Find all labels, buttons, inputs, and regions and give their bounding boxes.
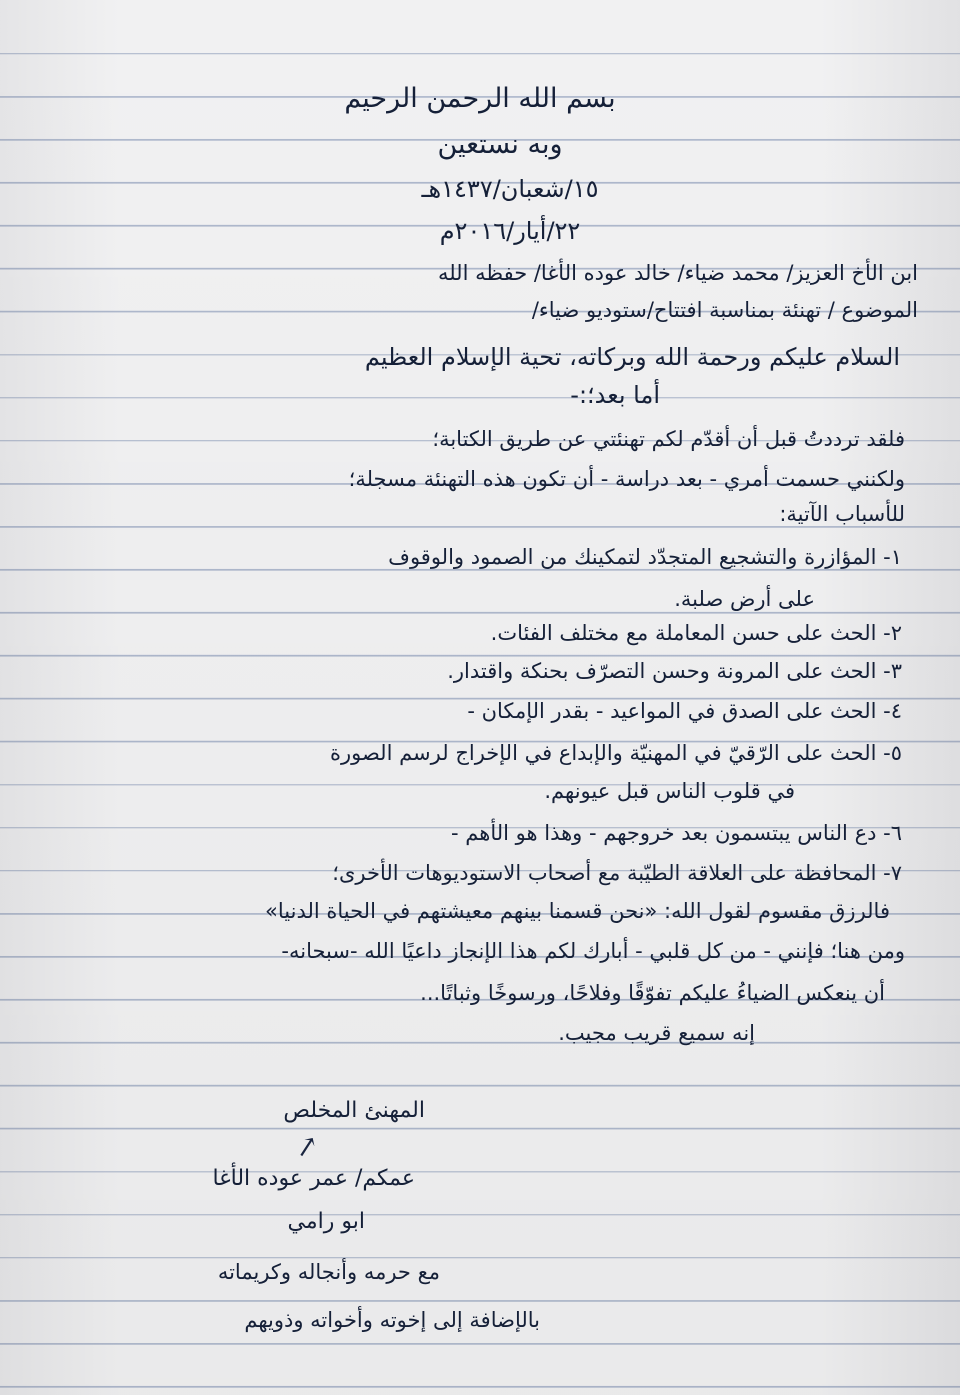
signature-name: عمكم/ عمر عوده الأغا — [212, 1166, 415, 1191]
list-item-6: ٦- دع الناس يبتسمون بعد خروجهم - وهذا هو الأهم - — [451, 821, 902, 845]
invocation: وبه نستعين — [437, 129, 563, 160]
hijri-date: ١٥/شعبان/١٤٣٧هـ — [421, 175, 599, 203]
closing-line-1: ومن هنا؛ فإنني - من كل قلبي - أبارك لكم هذا الإنجاز داعيًا الله -سبحانه- — [281, 939, 905, 963]
signature-label: المهنئ المخلص — [283, 1098, 425, 1123]
closing-line-2: أن ينعكس الضياءُ عليكم تفوّقًا وفلاحًا، ورسوخًا وثباتًا... — [420, 981, 885, 1005]
greeting-line: السلام عليكم ورحمة الله وبركاته، تحية الإسلام العظيم — [364, 343, 900, 371]
signature-scribble-icon: ↗ — [291, 1127, 322, 1166]
amma-baad: أما بعد؛:- — [570, 381, 660, 409]
list-item-1b: على أرض صلبة. — [674, 587, 815, 611]
list-item-1a: ١- المؤازرة والتشجيع المتجدّد لتمكينك من الصمود والوقوف — [388, 545, 902, 569]
list-item-5b: في قلوب الناس قبل عيونهم. — [544, 779, 795, 803]
intro-line-3: للأسباب الآتية: — [779, 502, 905, 526]
family-line-1: مع حرمه وأنجاله وكريماته — [217, 1260, 440, 1284]
list-item-7: ٧- المحافظة على العلاقة الطيّبة مع أصحاب الاستوديوهات الأخرى؛ — [332, 861, 902, 885]
basmala: بسم الله الرحمن الرحيم — [344, 83, 616, 114]
list-item-3: ٣- الحث على المرونة وحسن التصرّف بحنكة واقتدار. — [447, 659, 902, 683]
intro-line-1: فلقد ترددتُ قبل أن أقدّم لكم تهنئتي عن طريق الكتابة؛ — [432, 427, 905, 451]
quote-line: فالرزق مقسوم لقول الله: «نحن قسمنا بينهم معيشتهم في الحياة الدنيا» — [265, 899, 890, 923]
family-line-2: بالإضافة إلى إخوته وأخواته وذويهم — [244, 1308, 540, 1332]
list-item-5a: ٥- الحث على الرّقيّ في المهنيّة والإبداع في الإخراج لرسم الصورة — [329, 741, 902, 765]
closing-line-3: إنه سميع قريب مجيب. — [558, 1021, 755, 1045]
list-item-2: ٢- الحث على حسن المعاملة مع مختلف الفئات. — [490, 621, 902, 645]
signature-kunya: ابو رامي — [287, 1209, 365, 1234]
list-item-4: ٤- الحث على الصدق في المواعيد - بقدر الإمكان - — [467, 699, 902, 723]
subject-line: الموضوع / تهنئة بمناسبة افتتاح/ستوديو ضياء/ — [531, 298, 918, 322]
gregorian-date: ٢٢/أيار/٢٠١٦م — [439, 217, 581, 245]
recipient-line: ابن الأخ العزيز/ محمد ضياء/ خالد عوده الأغا/ حفظه الله — [437, 261, 918, 285]
intro-line-2: ولكنني حسمت أمري - بعد دراسة - أن تكون هذه التهنئة مسجلة؛ — [348, 467, 905, 491]
